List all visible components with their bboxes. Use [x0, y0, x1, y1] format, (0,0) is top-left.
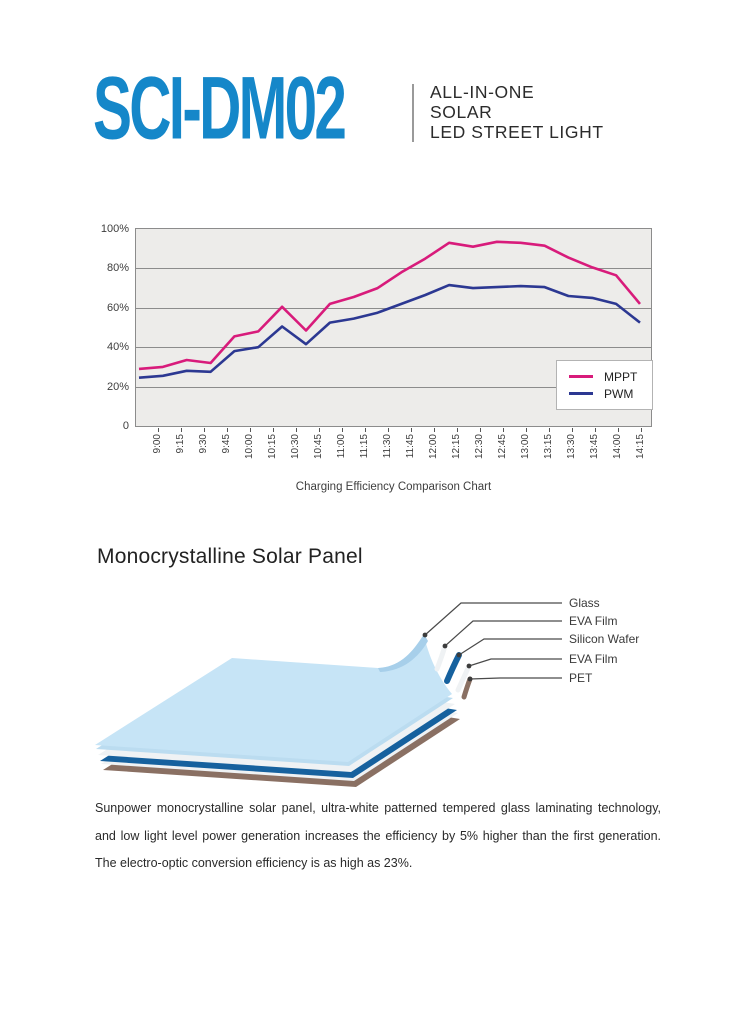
charging-efficiency-chart	[95, 215, 660, 505]
x-tick-label: 11:30	[382, 434, 393, 459]
x-tick-label: 10:00	[244, 434, 255, 460]
x-tick	[503, 428, 504, 432]
x-tick-label: 10:30	[290, 434, 301, 460]
x-tick-label: 9:45	[221, 434, 232, 454]
x-tick-label: 12:00	[428, 434, 439, 460]
layer-label-silicon-wafer: Silicon Wafer	[569, 632, 640, 646]
x-tick-label: 11:15	[359, 434, 370, 459]
layer-label-glass: Glass	[569, 596, 600, 610]
x-tick	[618, 428, 619, 432]
silicon-tip	[447, 655, 459, 681]
legend-entry-pwm	[569, 385, 652, 402]
x-tick	[572, 428, 573, 432]
y-tick-label: 40%	[106, 341, 129, 353]
section-heading: Monocrystalline Solar Panel	[97, 545, 363, 568]
eva-tip-1	[437, 646, 445, 669]
x-tick	[595, 428, 596, 432]
y-tick-label: 0	[122, 420, 129, 432]
y-tick-label: 60%	[106, 302, 129, 314]
x-tick-label: 13:15	[543, 434, 554, 460]
header-divider	[412, 84, 414, 142]
chart-plot-area	[135, 228, 652, 427]
x-tick-label: 10:45	[313, 434, 324, 460]
x-tick	[250, 428, 251, 432]
x-tick-label: 10:15	[267, 434, 278, 460]
legend-label: MPPT	[604, 369, 638, 384]
x-tick	[434, 428, 435, 432]
header-subtitle	[430, 82, 604, 142]
x-tick-label: 13:00	[520, 434, 531, 460]
brand-title: SCI-DM02	[93, 58, 345, 159]
leader-lines	[425, 603, 562, 679]
legend-label: PWM	[604, 386, 634, 401]
x-tick	[319, 428, 320, 432]
legend-entry-mppt	[569, 368, 652, 385]
x-tick	[273, 428, 274, 432]
layer-label-pet: PET	[569, 671, 593, 685]
x-tick	[204, 428, 205, 432]
x-tick-label: 14:00	[612, 434, 623, 460]
layer-label-eva-2: EVA Film	[569, 652, 618, 666]
x-tick-label: 11:00	[336, 434, 347, 459]
subtitle-line-3: LED STREET LIGHT	[430, 122, 604, 142]
subtitle-line-2: SOLAR	[430, 102, 493, 122]
x-tick	[526, 428, 527, 432]
legend-swatch	[569, 392, 593, 395]
chart-legend	[556, 360, 653, 410]
pet-tip	[464, 679, 470, 697]
x-tick-label: 12:45	[497, 434, 508, 460]
subtitle-line-1: ALL-IN-ONE	[430, 82, 535, 102]
x-tick	[457, 428, 458, 432]
x-tick-label: 14:15	[635, 434, 646, 460]
panel-description: Sunpower monocrystalline solar panel, ultra-white patterned tempered glass laminating technology, and low light level power generation increases the efficiency by 5% higher than the first generation. The electro-optic conversion efficiency is as high as 23%.	[95, 801, 661, 870]
y-tick-label: 100%	[100, 223, 129, 235]
x-tick	[181, 428, 182, 432]
series-line-mppt	[139, 242, 640, 369]
x-tick-label: 9:00	[152, 434, 163, 454]
layer-label-eva-1: EVA Film	[569, 614, 618, 628]
x-tick-label: 9:30	[198, 434, 209, 454]
x-tick	[158, 428, 159, 432]
x-tick-label: 9:15	[175, 434, 186, 454]
solar-panel-layers-diagram	[80, 592, 670, 797]
x-tick	[480, 428, 481, 432]
legend-swatch	[569, 375, 593, 378]
y-tick-label: 20%	[106, 381, 129, 393]
chart-caption: Charging Efficiency Comparison Chart	[295, 481, 492, 493]
x-tick	[296, 428, 297, 432]
x-tick	[411, 428, 412, 432]
y-tick-label: 80%	[106, 262, 129, 274]
x-tick	[549, 428, 550, 432]
x-tick-label: 11:45	[405, 434, 416, 459]
x-tick-label: 12:15	[451, 434, 462, 460]
x-tick-label: 13:45	[589, 434, 600, 460]
x-tick-label: 12:30	[474, 434, 485, 460]
x-tick	[641, 428, 642, 432]
x-tick	[342, 428, 343, 432]
x-tick	[227, 428, 228, 432]
x-tick	[388, 428, 389, 432]
x-tick	[365, 428, 366, 432]
x-tick-label: 13:30	[566, 434, 577, 460]
